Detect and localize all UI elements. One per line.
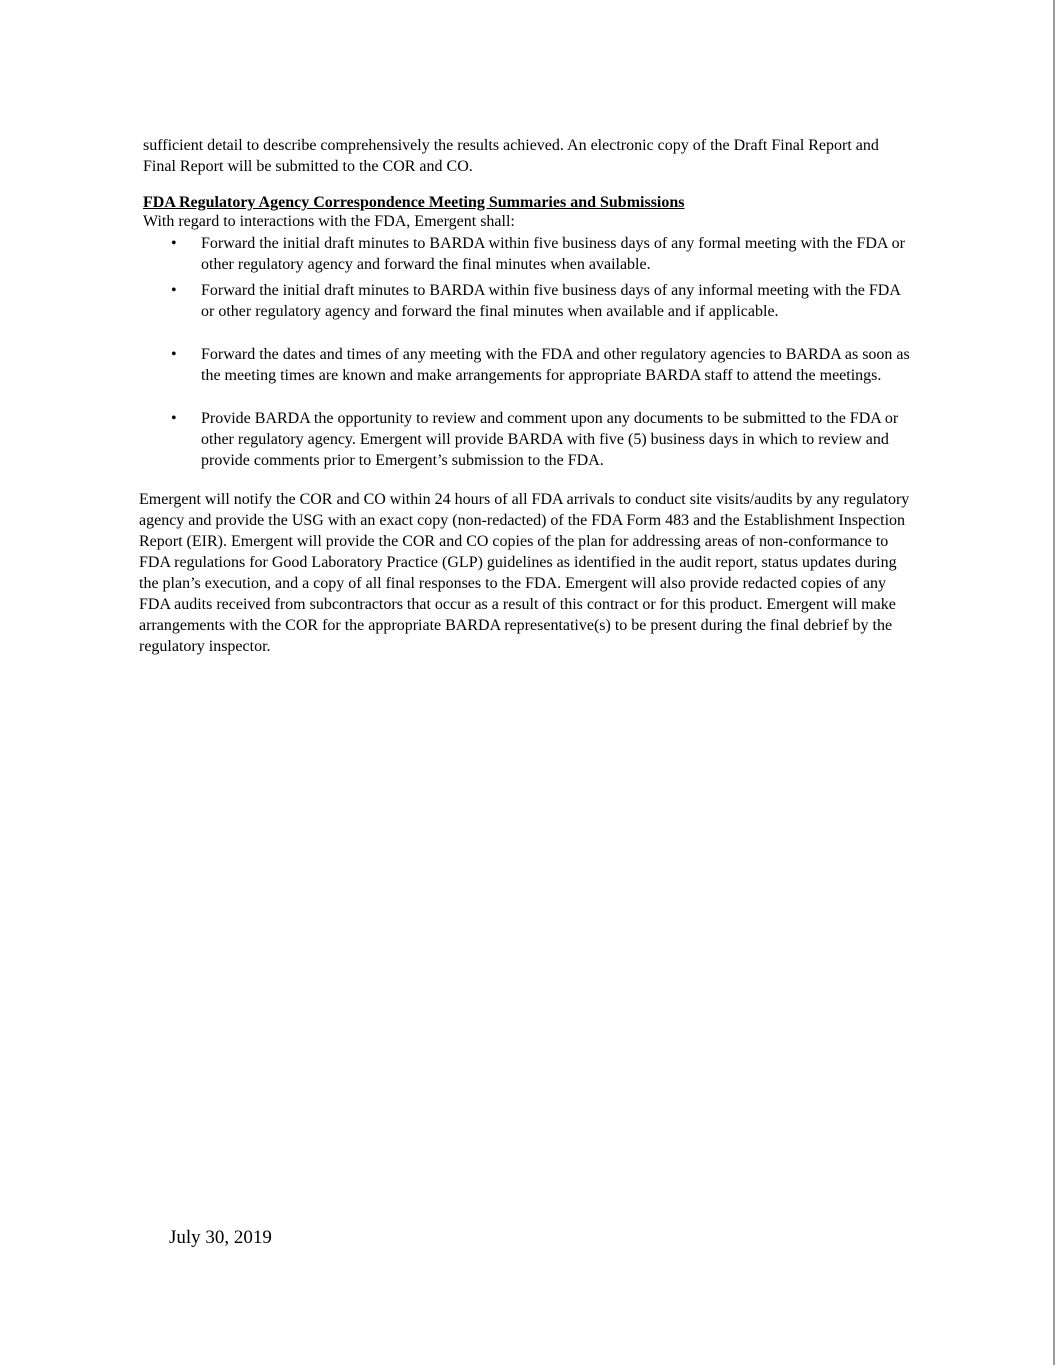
list-item-text: Provide BARDA the opportunity to review and comment upon any documents to be submitted to the FDA or other regulatory agency. Emergent will provide BARDA with five (5) business days in which to review and provide comments prior to Emergent’s submission to the FDA. [201, 410, 899, 469]
section-lead: With regard to interactions with the FDA, Emergent shall: [143, 213, 515, 230]
closing-paragraph: Emergent will notify the COR and CO within 24 hours of all FDA arrivals to conduct site visits/audits by any regulatory agency and provide the USG with an exact copy (non-redacted) of the FDA Form 483 and the Establishment Inspection Report (EIR). Emergent will provide the COR and CO copies of the plan for addressing areas of non-conformance to FDA regulations for Good Laboratory Practice (GLP) guidelines as identified in the audit report, status updates during the plan’s execution, and a copy of all final responses to the FDA. Emergent will also provide redacted copies of any FDA audits received from subcontractors that occur as a result of this contract or for this product. Emergent will make arrangements with the COR for the appropriate BARDA representative(s) to be present during the final debrief by the regulatory inspector. [139, 491, 910, 655]
bullet-icon: • [171, 410, 177, 427]
list-item-text: Forward the dates and times of any meeting with the FDA and other regulatory agencies to BARDA as soon as the meeting times are known and make arrangements for appropriate BARDA staff to attend the meetings. [201, 346, 910, 384]
bullet-icon: • [171, 282, 177, 299]
intro-paragraph: sufficient detail to describe comprehensively the results achieved. An electronic copy of the Draft Final Report and Final Report will be submitted to the COR and CO. [143, 137, 879, 175]
bullet-icon: • [171, 346, 177, 363]
list-item-text: Forward the initial draft minutes to BARDA within five business days of any informal meeting with the FDA or other regulatory agency and forward the final minutes when available and if applicable. [201, 282, 901, 320]
section-heading: FDA Regulatory Agency Correspondence Meeting Summaries and Submissions [143, 194, 685, 211]
bullet-icon: • [171, 235, 177, 252]
list-item-text: Forward the initial draft minutes to BARDA within five business days of any formal meeting with the FDA or other regulatory agency and forward the final minutes when available. [201, 235, 905, 273]
footer-date: July 30, 2019 [169, 1227, 272, 1248]
